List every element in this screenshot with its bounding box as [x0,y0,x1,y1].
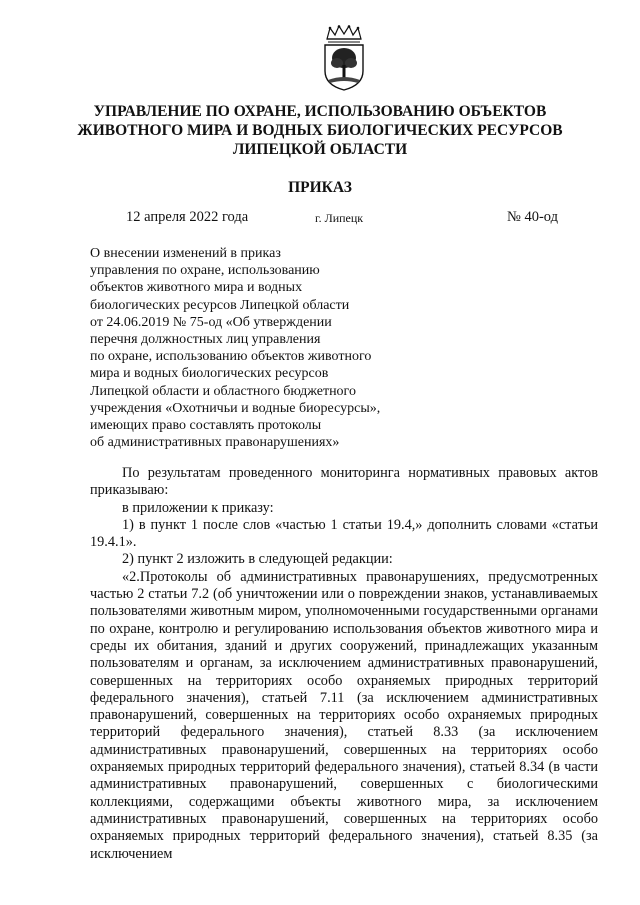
subject-line: биологических ресурсов Липецкой области [90,297,350,313]
order-city: г. Липецк [315,211,364,225]
document-type: ПРИКАЗ [288,179,352,196]
body-paragraph: 1) в пункт 1 после слов «частью 1 статьи 19.4,» дополнить словами «статьи 19.4.1». [90,516,598,551]
coat-of-arms-icon [321,25,367,91]
order-body [90,465,598,863]
subject-line: по охране, использованию объектов животного [90,349,372,365]
org-line: ЖИВОТНОГО МИРА И ВОДНЫХ БИОЛОГИЧЕСКИХ РЕСУРСОВ [77,122,563,139]
subject-line: управления по охране, использованию [90,263,320,279]
body-paragraph: в приложении к приказу: [122,499,274,516]
org-line: ЛИПЕЦКОЙ ОБЛАСТИ [232,141,408,158]
subject-line: объектов животного мира и водных [90,280,303,296]
body-paragraph: По результатам проведенного мониторинга нормативных правовых актов приказываю: [90,465,598,499]
org-line: УПРАВЛЕНИЕ ПО ОХРАНЕ, ИСПОЛЬЗОВАНИЮ ОБЪЕКТОВ [93,103,547,120]
subject-line: от 24.06.2019 № 75-од «Об утверждении [90,314,332,330]
subject-line: имеющих право составлять протоколы [90,418,322,434]
order-subject [90,245,450,451]
subject-line: О внесении изменений в приказ [90,246,281,261]
body-paragraph: «2.Протоколы об административных правонарушениях, предусмотренных частью 2 статьи 7.2 (об уничтожении или о повреждении знаков, устанавливаемых пользователями животным миром, уполномоченными государственными органами по охране, контролю и регулированию использования объектов животного мира и среды их обитания, зданий и других сооружений, принадлежащих указанным пользователям и органам, за исключением административных правонарушений, совершенных на территориях особо охраняемых природных территорий федерального значения), статьей 7.11 (за исключением административных правонарушений, совершенных на территориях особо охраняемых природных территорий федерального значения), статьей 8.33 (за исключением административных правонарушений, совершенных на территориях особо охраняемых природных территорий федерального значения), статьей 8.34 (в части административных правонарушений, совершенных с биологическими коллекциями, содержащими объекты животного мира, за исключением административных правонарушений, совершенных на территориях особо охраняемых природных территорий федерального значения), статьей 8.35 (за исключением [90,568,598,862]
subject-line: перечня должностных лиц управления [90,332,321,348]
organization-name [0,102,640,159]
subject-line: Липецкой области и областного бюджетного [90,383,356,399]
subject-line: мира и водных биологических ресурсов [90,366,329,382]
body-paragraph: 2) пункт 2 изложить в следующей редакции: [122,551,393,568]
order-date: 12 апреля 2022 года [126,209,249,225]
subject-line: учреждения «Охотничьи и водные биоресурсы», [90,400,381,416]
order-number: № 40-од [507,209,558,225]
subject-line: об административных правонарушениях» [90,435,340,451]
